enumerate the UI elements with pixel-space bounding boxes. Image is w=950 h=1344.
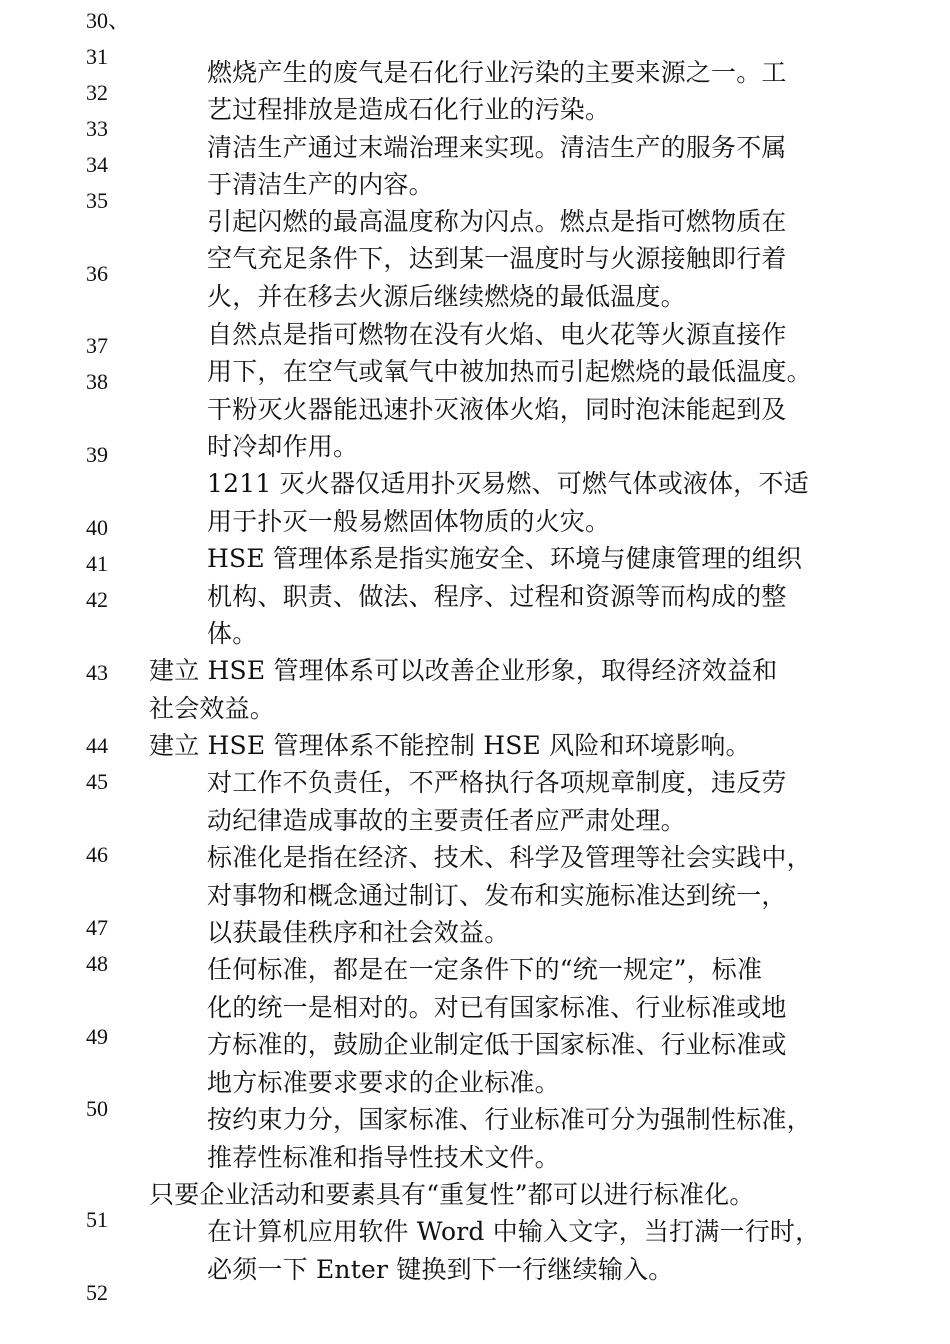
- question-number: 46: [86, 842, 108, 867]
- question-number: 42: [86, 587, 108, 612]
- question-number: 48: [86, 951, 108, 976]
- question-number: 43: [86, 660, 108, 685]
- statement-line: 用于扑灭一般易燃固体物质的火灾。: [207, 507, 611, 536]
- statement-line: 推荐性标准和指导性技术文件。: [207, 1143, 560, 1172]
- question-number: 41: [86, 551, 108, 576]
- statement-line: 清洁生产通过末端治理来实现。清洁生产的服务不属: [207, 133, 787, 162]
- statement-line: HSE 管理体系是指实施安全、环境与健康管理的组织: [207, 544, 803, 573]
- statement-line: 燃烧产生的废气是石化行业污染的主要来源之一。工: [207, 58, 787, 87]
- statement-line: 火，并在移去火源后继续燃烧的最低温度。: [207, 282, 686, 311]
- statement-line: 建立 HSE 管理体系可以改善企业形象，取得经济效益和: [149, 656, 778, 685]
- statement-line: 社会效益。: [149, 694, 276, 723]
- statement-line: 化的统一是相对的。对已有国家标准、行业标准或地: [207, 993, 787, 1022]
- question-number: 50: [86, 1096, 108, 1121]
- statement-line: 时冷却作用。: [207, 432, 359, 461]
- question-number: 30、: [86, 8, 131, 33]
- statement-line: 标准化是指在经济、技术、科学及管理等社会实践中，: [207, 843, 812, 872]
- question-number: 44: [86, 733, 108, 758]
- statement-line: 引起闪燃的最高温度称为闪点。燃点是指可燃物质在: [207, 207, 787, 236]
- statement-line: 地方标准要求要求的企业标准。: [207, 1068, 560, 1097]
- question-number: 47: [86, 915, 108, 940]
- question-number: 52: [86, 1280, 108, 1305]
- statement-line: 机构、职责、做法、程序、过程和资源等而构成的整: [207, 582, 787, 611]
- question-number: 40: [86, 515, 108, 540]
- statement-line: 按约束力分，国家标准、行业标准可分为强制性标准，: [207, 1105, 812, 1134]
- statement-line: 必须一下 Enter 键换到下一行继续输入。: [207, 1255, 674, 1284]
- question-number: 39: [86, 442, 108, 467]
- statement-line: 1211 灭火器仅适用扑灭易燃、可燃气体或液体，不适: [207, 469, 809, 498]
- question-number: 38: [86, 369, 108, 394]
- question-number: 34: [86, 152, 108, 177]
- statement-line: 对工作不负责任，不严格执行各项规章制度，违反劳: [207, 768, 787, 797]
- question-number: 49: [86, 1024, 108, 1049]
- statement-line: 只要企业活动和要素具有“重复性”都可以进行标准化。: [149, 1180, 755, 1209]
- statement-line: 对事物和概念通过制订、发布和实施标准达到统一，: [207, 881, 787, 910]
- statement-line: 于清洁生产的内容。: [207, 170, 434, 199]
- statement-line: 体。: [207, 619, 258, 648]
- statement-line: 以获最佳秩序和社会效益。: [207, 918, 510, 947]
- statement-line: 空气充足条件下，达到某一温度时与火源接触即行着: [207, 244, 787, 273]
- question-number: 31: [86, 44, 108, 69]
- statement-line: 在计算机应用软件 Word 中输入文字，当打满一行时，: [207, 1217, 821, 1246]
- statement-line: 艺过程排放是造成石化行业的污染。: [207, 95, 611, 124]
- question-number: 32: [86, 80, 108, 105]
- statement-line: 干粉灭火器能迅速扑灭液体火焰，同时泡沫能起到及: [207, 395, 787, 424]
- question-number: 33: [86, 116, 108, 141]
- statement-line: 方标准的，鼓励企业制定低于国家标准、行业标准或: [207, 1030, 787, 1059]
- statement-line: 建立 HSE 管理体系不能控制 HSE 风险和环境影响。: [149, 731, 751, 760]
- statement-line: 动纪律造成事故的主要责任者应严肃处理。: [207, 806, 686, 835]
- question-number: 45: [86, 769, 108, 794]
- statement-line: 任何标准，都是在一定条件下的“统一规定”，标准: [207, 955, 763, 984]
- statement-line: 自然点是指可燃物在没有火焰、电火花等火源直接作: [207, 320, 787, 349]
- question-number: 51: [86, 1207, 108, 1232]
- question-number: 37: [86, 333, 108, 358]
- question-number: 35: [86, 188, 108, 213]
- statement-line: 用下，在空气或氧气中被加热而引起燃烧的最低温度。: [207, 357, 812, 386]
- question-number: 36: [86, 261, 108, 286]
